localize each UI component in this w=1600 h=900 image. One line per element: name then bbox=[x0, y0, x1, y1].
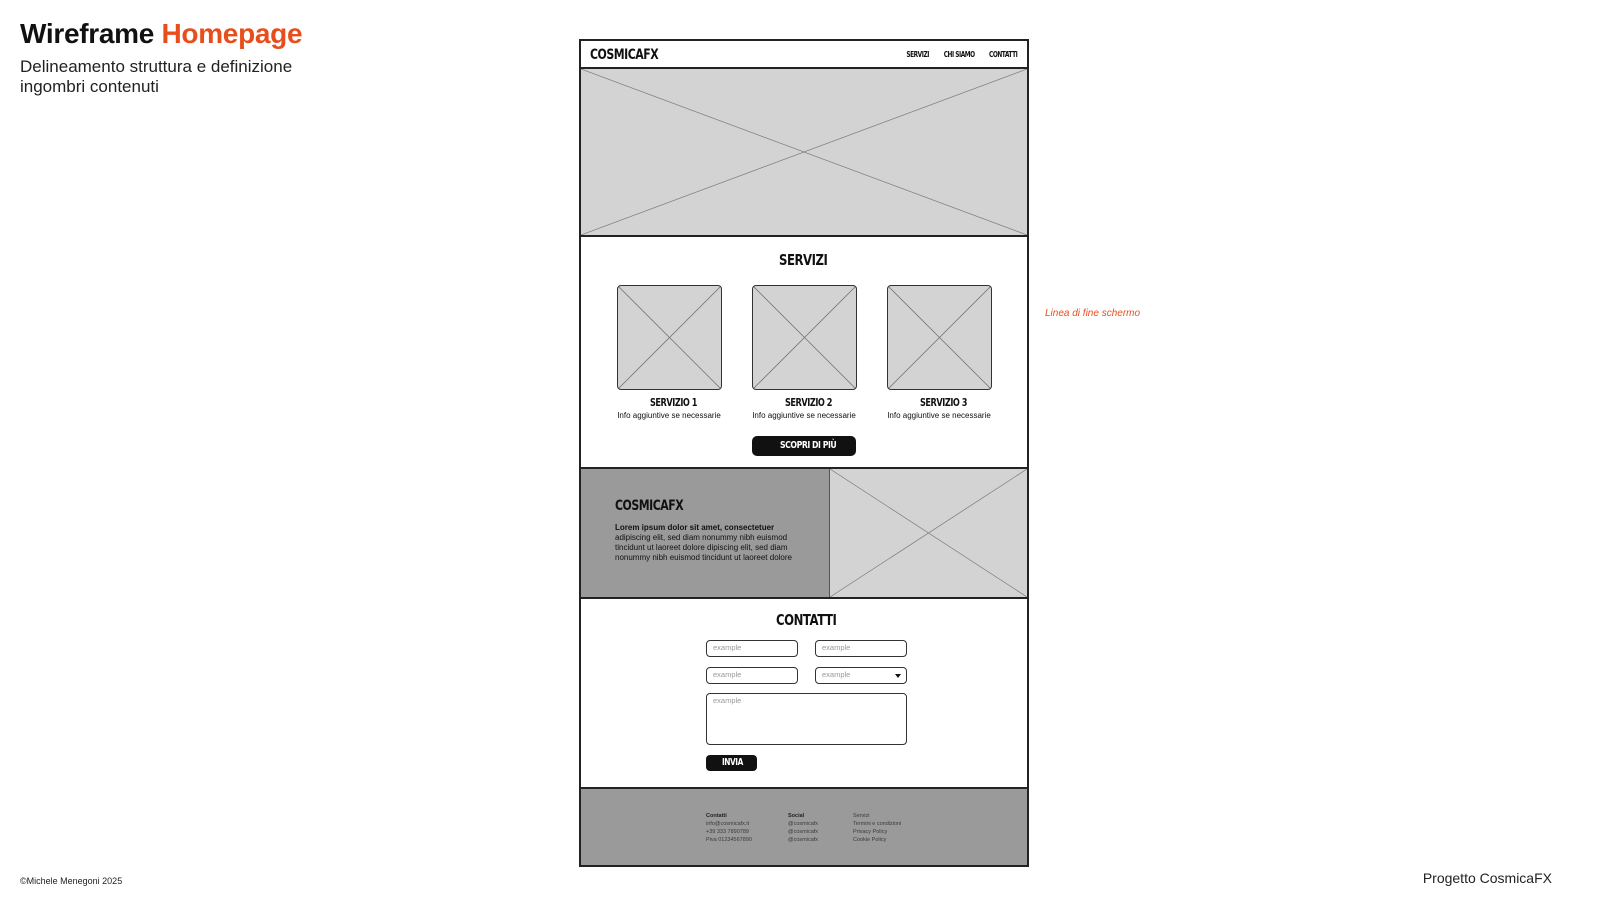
contact-field-3-placeholder: example bbox=[713, 670, 742, 679]
about-image-placeholder bbox=[829, 469, 1027, 597]
contact-field-2[interactable] bbox=[815, 640, 907, 657]
fold-label: Linea di fine schermo bbox=[1045, 308, 1141, 319]
footer-social-link-2[interactable]: @cosmicafx bbox=[788, 829, 819, 835]
about-text-bold: Lorem ipsum dolor sit amet, consectetuer bbox=[615, 523, 775, 532]
image-placeholder-icon bbox=[830, 469, 1027, 597]
services-section bbox=[581, 237, 1027, 469]
slide-subtitle: Delineamento struttura e definizione ingombri contenuti bbox=[20, 57, 293, 96]
footer-col-links bbox=[853, 812, 901, 844]
nav-link-contatti[interactable]: CONTATTI bbox=[988, 50, 1017, 59]
wireframe-nav bbox=[581, 41, 1027, 69]
footer-contacts-email[interactable]: info@cosmicafx.it bbox=[706, 821, 750, 827]
wireframe-nav-links bbox=[900, 50, 1017, 59]
slide-title bbox=[20, 18, 302, 50]
footer-social-heading: Social bbox=[788, 813, 805, 819]
wireframe-frame bbox=[579, 39, 1029, 867]
send-button-label: INVIA bbox=[722, 757, 743, 768]
discover-more-button[interactable] bbox=[752, 436, 856, 456]
service-card-1-info: Info aggiuntive se necessarie bbox=[617, 411, 721, 420]
nav-link-chi-siamo[interactable]: CHI SIAMO bbox=[943, 50, 975, 59]
contact-select[interactable] bbox=[815, 667, 907, 684]
service-card-2-image bbox=[752, 285, 857, 390]
wireframe-logo: COSMICAFX bbox=[590, 47, 659, 63]
about-text-body: adipiscing elit, sed diam nonummy nibh euismod tincidunt ut laoreet dolore dipiscing elit, sed diam nonummy nibh euismod tincidunt ut laoreet dolore bbox=[615, 533, 792, 562]
discover-more-label: SCOPRI DI PIÙ bbox=[780, 440, 837, 451]
about-text bbox=[615, 523, 800, 563]
service-card-2-title: SERVIZIO 2 bbox=[785, 397, 833, 409]
nav-link-servizi[interactable]: SERVIZI bbox=[906, 50, 930, 59]
footer-social-link-1[interactable]: @cosmicafx bbox=[788, 821, 819, 827]
service-card-3-image bbox=[887, 285, 992, 390]
contact-select-placeholder: example bbox=[822, 670, 851, 679]
contact-field-2-placeholder: example bbox=[822, 643, 851, 652]
wireframe-footer bbox=[581, 789, 1027, 867]
hero-image-placeholder bbox=[581, 69, 1027, 237]
hero-cross-icon bbox=[581, 69, 1027, 235]
footer-link-terms[interactable]: Termini e condizioni bbox=[853, 821, 902, 827]
services-title: SERVIZI bbox=[779, 251, 828, 269]
chevron-down-icon bbox=[895, 674, 901, 678]
contact-field-1-placeholder: example bbox=[713, 643, 742, 652]
project-name: Progetto CosmicaFX bbox=[1422, 870, 1552, 886]
copyright: ©Michele Menegoni 2025 bbox=[20, 876, 123, 886]
about-text-block bbox=[581, 469, 829, 597]
contact-message-textarea[interactable] bbox=[706, 693, 907, 745]
contact-field-1[interactable] bbox=[706, 640, 798, 657]
slide-title-accent: Homepage bbox=[161, 18, 303, 49]
footer-col-social bbox=[788, 812, 818, 844]
footer-col-contacts bbox=[706, 812, 752, 844]
footer-contacts-phone: +39 333 7890789 bbox=[706, 829, 749, 835]
slide-title-main: Wireframe bbox=[20, 18, 154, 49]
service-card-3-title: SERVIZIO 3 bbox=[920, 397, 968, 409]
about-title: COSMICAFX bbox=[615, 498, 684, 514]
footer-link-privacy[interactable]: Privacy Policy bbox=[853, 829, 888, 835]
service-card-2-info: Info aggiuntive se necessarie bbox=[752, 411, 856, 420]
footer-social-link-3[interactable]: @cosmicafx bbox=[788, 837, 819, 843]
contact-section bbox=[581, 599, 1027, 789]
image-placeholder-icon bbox=[888, 286, 991, 389]
about-section bbox=[581, 469, 1027, 599]
contact-field-3[interactable] bbox=[706, 667, 798, 684]
footer-contacts-vat: Piva 01234567890 bbox=[706, 837, 752, 843]
image-placeholder-icon bbox=[618, 286, 721, 389]
service-card-1-image bbox=[617, 285, 722, 390]
service-card-3-info: Info aggiuntive se necessarie bbox=[887, 411, 991, 420]
contact-title: CONTATTI bbox=[776, 611, 837, 629]
footer-link-services[interactable]: Servizi bbox=[853, 813, 870, 819]
footer-link-cookie[interactable]: Cookie Policy bbox=[853, 837, 887, 843]
footer-contacts-heading: Contatti bbox=[706, 813, 727, 819]
send-button[interactable] bbox=[706, 755, 757, 771]
service-card-1-title: SERVIZIO 1 bbox=[650, 397, 698, 409]
contact-message-placeholder: example bbox=[713, 696, 742, 705]
image-placeholder-icon bbox=[753, 286, 856, 389]
